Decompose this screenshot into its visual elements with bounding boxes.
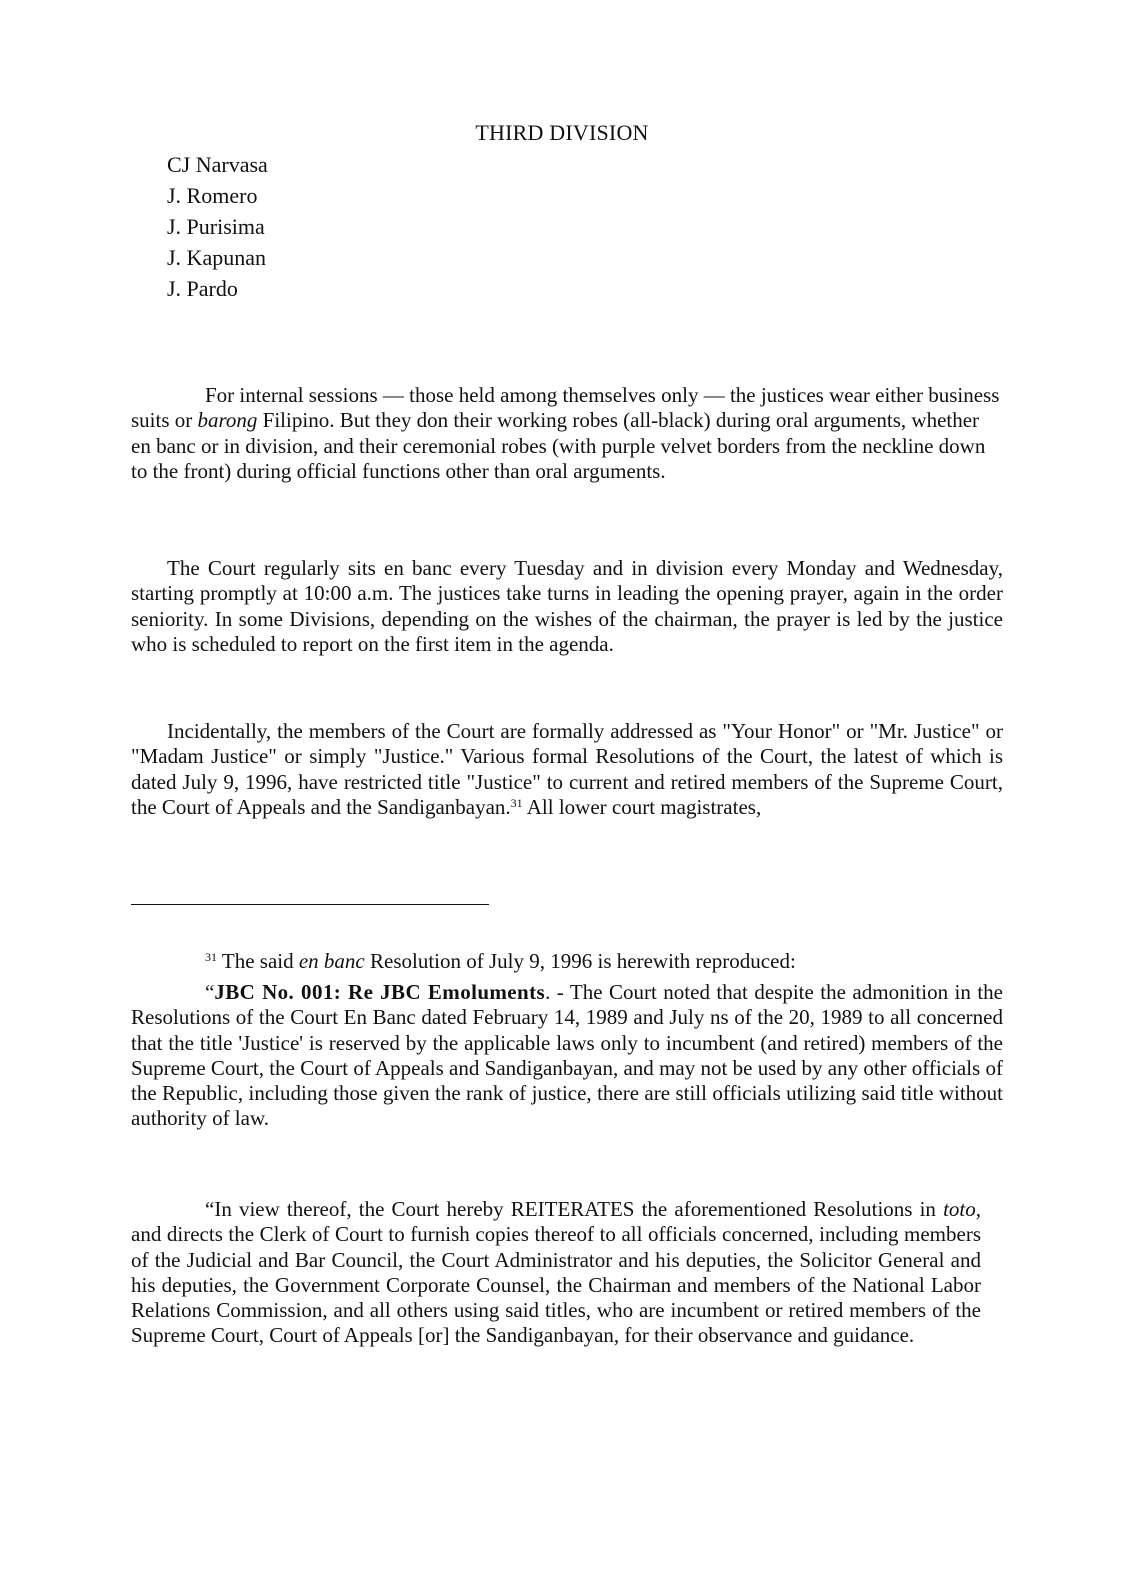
italic-term: barong: [197, 408, 258, 433]
footnote-intro: [205, 948, 796, 974]
paragraph-text: Filipino. But they don their working robes (all-black) during oral arguments, whether en banc or in division, and their ceremonial robes (with purple velvet borders from the neckline down to the front) during official functions other than oral arguments.: [131, 408, 986, 483]
footnote-text: The said: [217, 949, 299, 973]
justice-name: J. Pardo: [167, 276, 238, 301]
footnote-divider: [131, 904, 489, 905]
justice-name: J. Kapunan: [167, 245, 266, 270]
footnote-quote-reiteration: [131, 1197, 981, 1349]
sessions-paragraph: The Court regularly sits en banc every Tuesday and in division every Monday and Wednesday, starting promptly at 10:00 a.m. The justices take turns in leading the opening prayer, again in the order seniority. In some Divisions, depending on the wishes of the chairman, the prayer is led by the justice who is scheduled to report on the first item in the agenda.: [131, 556, 1003, 656]
resolution-heading: JBC No. 001: Re JBC Emoluments: [214, 980, 546, 1004]
footnote-number: 31: [205, 950, 217, 964]
open-quote: “: [205, 980, 215, 1004]
italic-term: toto,: [943, 1197, 981, 1221]
division-title: THIRD DIVISION: [475, 120, 649, 145]
address-paragraph: [131, 719, 1003, 820]
attire-paragraph: [131, 383, 1003, 484]
italic-term: en banc: [298, 949, 365, 973]
paragraph-text: Incidentally, the members of the Court are formally addressed as "Your Honor" or "Mr. Justice" or "Madam Justice" or simply "Justice." Various formal Resolutions of the Court, the latest of which is dated July 9, 1996, have restricted title "Justice" to current and retired members of the Supreme Court, the Court of Appeals and the Sandiganbayan.: [131, 719, 1003, 819]
paragraph-text: For internal sessions — those held among themselves only — the justices wear either business suits or: [131, 383, 1000, 433]
justices-list: [167, 149, 268, 304]
paragraph-text: All lower court magistrates,: [522, 794, 762, 819]
footnote-quote-resolution: [131, 980, 1003, 1132]
footnote-reference[interactable]: 31: [510, 795, 523, 810]
justice-name: J. Purisima: [167, 214, 265, 239]
justice-name: J. Romero: [167, 183, 258, 208]
footnote-text: “In view thereof, the Court hereby REITERATES the aforementioned Resolutions in: [205, 1197, 944, 1221]
footnote-text: and directs the Clerk of Court to furnish copies thereof to all officials concerned, including members of the Judicial and Bar Council, the Court Administrator and his deputies, the Solicitor General and his deputies, the Government Corporate Counsel, the Chairman and members of the National Labor Relations Commission, and all others using said titles, who are incumbent or retired members of the Supreme Court, Court of Appeals [or] the Sandiganbayan, for their observance and guidance.: [131, 1222, 981, 1348]
footnote-text: . - The Court noted that despite the admonition in the Resolutions of the Court En Banc dated February 14, 1989 and July ns of the 20, 1989 to all concerned that the title 'Justice' is reserved by the applicable laws only to incumbent (and retired) members of the Supreme Court, the Court of Appeals and Sandiganbayan, and may not be used by any other officials of the Republic, including those given the rank of justice, there are still officials utilizing said title without authority of law.: [131, 980, 1004, 1131]
footnote-text: Resolution of July 9, 1996 is herewith reproduced:: [364, 949, 796, 973]
justice-name: CJ Narvasa: [167, 152, 268, 177]
